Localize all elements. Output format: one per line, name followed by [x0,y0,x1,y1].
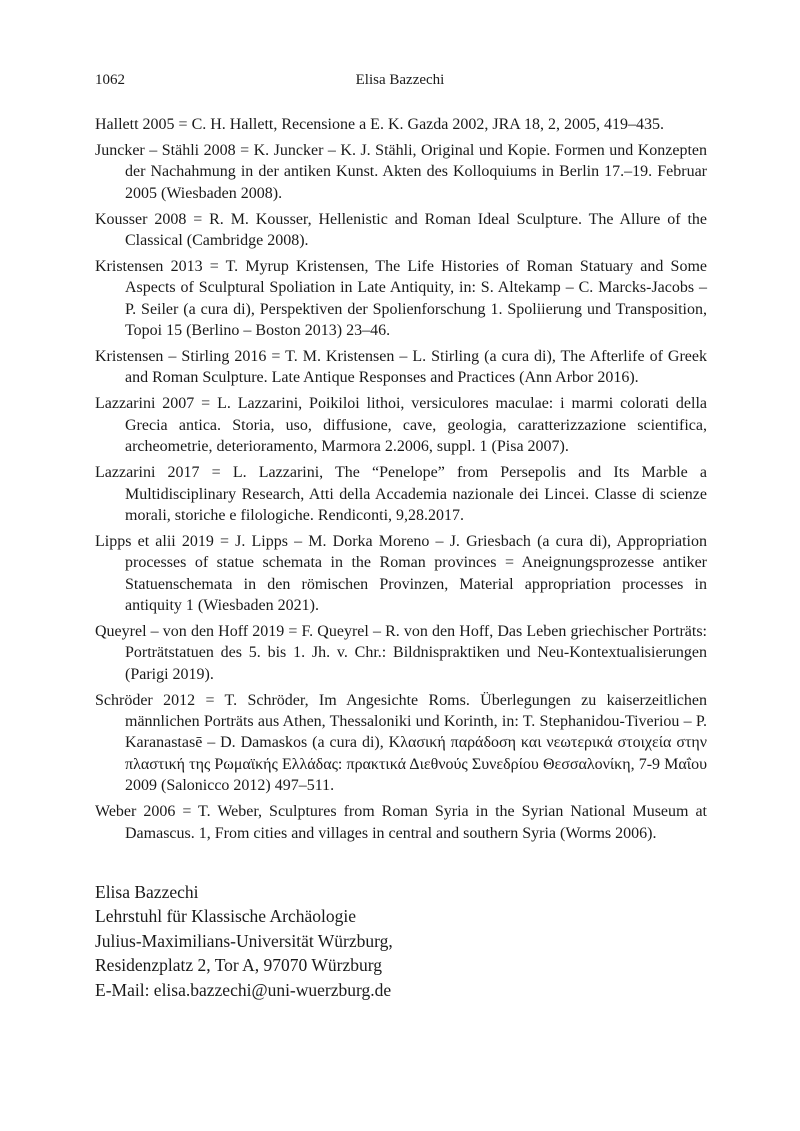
page-number: 1062 [95,72,125,88]
bibliography-entry: Lipps et alii 2019 = J. Lipps – M. Dorka Moreno – J. Griesbach (a cura di), Appropriation processes of statue schemata in the Roman provinces = Aneignungsprozesse antiker Statuenschemata in den römischen Provinzen, Material appropriation processes in antiquity 1 (Wiesbaden 2021). [95,532,707,615]
author-name: Elisa Bazzechi [95,882,199,902]
bibliography-entry: Weber 2006 = T. Weber, Sculptures from Roman Syria in the Syrian National Museum at Damascus. 1, From cities and villages in central and southern Syria (Worms 2006). [95,803,707,842]
institution-chair: Lehrstuhl für Klassische Archäologie [95,906,356,927]
bibliography-entry: Kristensen – Stirling 2016 = T. M. Kristensen – L. Stirling (a cura di), The Afterlife of Greek and Roman Sculpture. Late Antique Responses and Practices (Ann Arbor 2016). [95,348,707,387]
bibliography-entry: Lazzarini 2017 = L. Lazzarini, The “Penelope” from Persepolis and Its Marble a Multidisciplinary Research, Atti della Accademia nazionale dei Lincei. Classe di scienze morali, storiche e filologiche. Rendiconti, 9,28.2017. [95,464,707,524]
bibliography-entry: Queyrel – von den Hoff 2019 = F. Queyrel – R. von den Hoff, Das Leben griechischer Porträts: Porträtstatuen des 5. bis 1. Jh. v. Chr.: Bildnispraktiken und Neu-Kontextualisierungen (Parigi 2019). [95,622,707,683]
bibliography-entry: Lazzarini 2007 = L. Lazzarini, Poikiloi lithoi, versiculores maculae: i marmi colorati della Grecia antica. Storia, uso, diffusione, cave, geologia, caratterizzazione scientifica, archeometrie, deterioramento, Marmora 2.2006, suppl. 1 (Pisa 2007). [95,395,707,456]
bibliography-entry: Schröder 2012 = T. Schröder, Im Angesichte Roms. Überlegungen zu kaiserzeitlichen männlichen Porträts aus Athen, Thessaloniki und Korinth, in: T. Stephanidou-Tiveriou – P. Karanastasē – D. Damaskos (a cura di), Κλασική παράδοση και νεωτερικά στοιχεία στην πλαστική της Ρωμαϊκής Ελλάδας: πρακτικά Διεθνούς Συνεδρίου Θεσσαλονίκη, 7-9 Μαΐου 2009 (Salonicco 2012) 497–511. [95,691,707,795]
bibliography-entry: Kousser 2008 = R. M. Kousser, Hellenistic and Roman Ideal Sculpture. The Allure of the Classical (Cambridge 2008). [95,210,707,250]
author-address [95,880,393,1002]
bibliography-entry: Juncker – Stähli 2008 = K. Juncker – K. J. Stähli, Original und Kopie. Formen und Konzepten der Nachahmung in der antiken Kunst. Akten des Kolloquiums in Berlin 17.–19. Februar 2005 (Wiesbaden 2008). [95,141,707,202]
email-address: E-Mail: elisa.bazzechi@uni-wuerzburg.de [95,979,392,1000]
running-title: Elisa Bazzechi [355,72,445,88]
institution-university: Julius-Maximilians-Universität Würzburg, [95,930,393,951]
page-header [95,72,705,92]
postal-address: Residenzplatz 2, Tor A, 97070 Würzburg [95,955,382,976]
bibliography-entry: Kristensen 2013 = T. Myrup Kristensen, The Life Histories of Roman Statuary and Some Aspects of Sculptural Spoliation in Late Antiquity, in: S. Altekamp – C. Marcks-Jacobs – P. Seiler (a cura di), Perspektiven der Spolienforschung 1. Spoliierung und Transposition, Topoi 15 (Berlino – Boston 2013) 23–46. [95,257,707,340]
bibliography [95,114,707,849]
bibliography-entry: Hallett 2005 = C. H. Hallett, Recensione a E. K. Gazda 2002, JRA 18, 2, 2005, 419–435. [95,116,664,133]
